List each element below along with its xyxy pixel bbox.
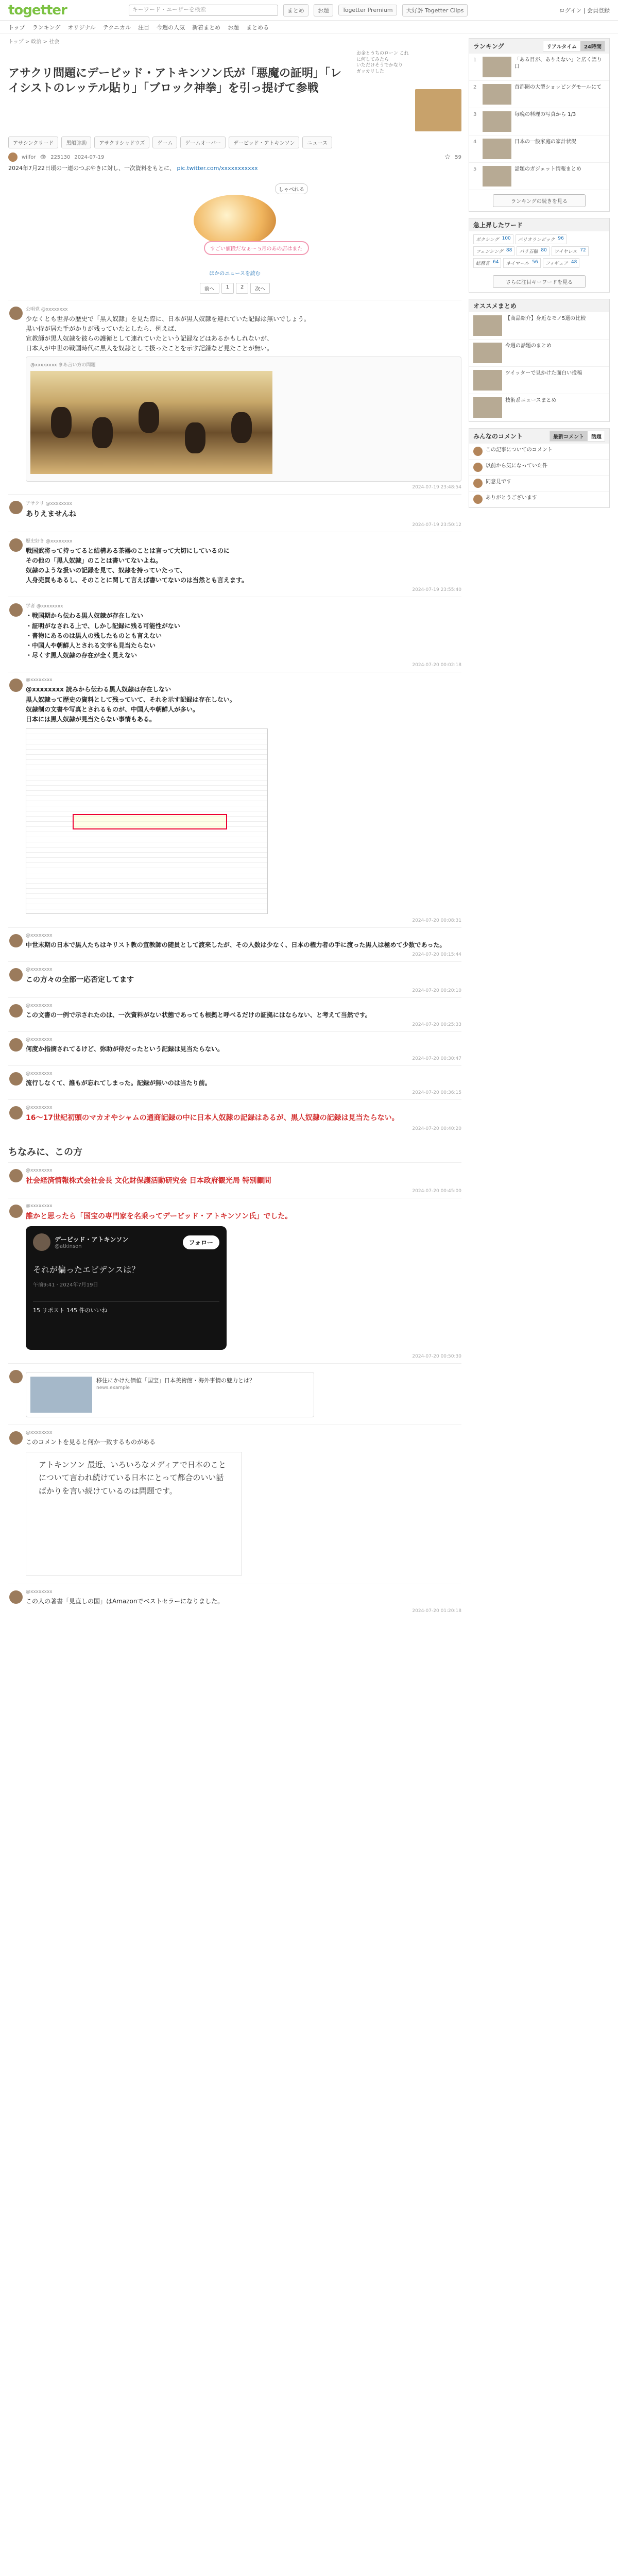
avatar[interactable] xyxy=(9,603,23,617)
post-body: 何度か指摘されてるけど、弥助が侍だったという記録は見当たらない。 xyxy=(26,1045,224,1053)
speak-button[interactable]: しゃべれる xyxy=(275,183,308,194)
tab-latest-comments[interactable]: 最新コメント xyxy=(550,431,588,442)
list-item xyxy=(8,1425,461,1583)
avatar[interactable] xyxy=(9,1072,23,1086)
hero-caption[interactable]: ほかのニュースを読む xyxy=(209,270,261,277)
pager xyxy=(8,283,461,294)
fav-count: 59 xyxy=(455,154,461,160)
list-item xyxy=(8,532,461,597)
pager-page[interactable]: 1 xyxy=(221,283,234,294)
tag[interactable]: アサシンクリード xyxy=(8,137,58,148)
post-author[interactable]: @xxxxxxxx xyxy=(26,1589,53,1595)
post-body: 流行しなくて、誰もが忘れてしまった。記録が無いのは当たり前。 xyxy=(26,1079,211,1087)
list-item xyxy=(8,961,461,997)
avatar[interactable] xyxy=(9,1004,23,1018)
trend-word[interactable]: ボクシング 100 xyxy=(473,234,513,244)
tweet-author[interactable]: デービッド・アトキンソン xyxy=(55,1236,129,1244)
nav-technical[interactable]: テクニカル xyxy=(102,24,131,31)
article-meta xyxy=(8,152,461,162)
comment-item[interactable]: ありがとうございます xyxy=(469,492,609,507)
link-card[interactable] xyxy=(26,1372,314,1417)
words-title: 急上昇したワード xyxy=(473,222,523,229)
trend-word[interactable]: フェンシング 88 xyxy=(473,246,514,256)
eye-icon: 👁 xyxy=(40,154,47,160)
tag[interactable]: ニュース xyxy=(302,137,332,148)
highlight-box xyxy=(73,814,227,829)
post-author[interactable]: @xxxxxxxx xyxy=(26,1071,53,1077)
recommended-item[interactable]: 【商品紹介】身近なモノ5選の比較 xyxy=(469,312,609,340)
post-body: 16〜17世紀初頭のマカオやシャムの通商記録の中に日本人奴隷の記録はあるが、黒人奴隷の記録は見当たらない。 xyxy=(26,1114,399,1123)
post-time[interactable]: 2024-07-19 23:48:54 xyxy=(412,485,461,490)
ranking-item[interactable]: 5 話題のガジェット情報まとめ xyxy=(469,163,609,190)
avatar[interactable] xyxy=(9,679,23,692)
trend-word[interactable]: ネイマール 56 xyxy=(503,258,540,268)
ranking-title: ランキング xyxy=(473,43,504,50)
tag[interactable]: アサクリシャドウズ xyxy=(94,137,149,148)
card-title: 移住にかけた価値「国宝」日本美術館・海外事情の魅力とは？ xyxy=(96,1377,255,1384)
odai-button[interactable]: お題 xyxy=(314,4,333,16)
sidebar xyxy=(469,34,610,1618)
quoted-post[interactable] xyxy=(26,357,461,482)
list-item xyxy=(8,1031,461,1065)
follow-button[interactable]: フォロー xyxy=(183,1235,219,1249)
promo-text[interactable]: お金とうちのローン これに何してみたら いただけそうでかなり ガッカリした xyxy=(356,51,409,75)
avatar[interactable] xyxy=(9,1431,23,1445)
avatar[interactable] xyxy=(9,1590,23,1604)
hero-image[interactable] xyxy=(158,179,312,267)
recommended-title: オススメまとめ xyxy=(473,302,517,310)
tab-topic-comments[interactable]: 話題 xyxy=(588,431,605,442)
pager-page[interactable]: 2 xyxy=(236,283,248,294)
star-icon[interactable]: ☆ xyxy=(444,153,451,161)
list-item xyxy=(8,1363,461,1425)
tab-realtime[interactable]: リアルタイム xyxy=(543,41,580,52)
post-body: 誰かと思ったら「国宝の専門家を名乗ってデービッド・アトキンソン氏」でした。 xyxy=(26,1212,293,1221)
list-item xyxy=(8,1065,461,1099)
avatar[interactable] xyxy=(9,538,23,552)
post-author[interactable]: @xxxxxxxx xyxy=(26,1204,53,1209)
post-author[interactable]: @xxxxxxxx xyxy=(26,1003,53,1008)
post-author[interactable]: @xxxxxxxx xyxy=(26,933,53,939)
avatar[interactable] xyxy=(9,1038,23,1052)
breadcrumb[interactable]: トップ > 政治 > 社会 xyxy=(8,39,60,45)
tweet-time[interactable]: 午前9:41 · 2024年7月19日 xyxy=(33,1282,98,1289)
tag-list xyxy=(8,137,461,148)
search-input[interactable]: キーワード・ユーザーを検索 xyxy=(129,5,278,16)
post-author[interactable]: @xxxxxxxx xyxy=(26,967,53,973)
post-body: 中世末期の日本で黒人たちはキリスト教の宣教師の随員として渡来したが、その人数は少なく、日本の権力者の手に渡った黒人は極めて少数であった。 xyxy=(26,941,446,949)
list-item xyxy=(8,672,461,927)
avatar[interactable] xyxy=(9,968,23,981)
list-item xyxy=(8,1099,461,1135)
list-item xyxy=(8,1198,461,1363)
post-body: この方々の全部一応否定してます xyxy=(26,976,134,985)
trend-word[interactable]: フィギュア 48 xyxy=(543,258,580,268)
avatar[interactable] xyxy=(8,152,18,162)
quote-image[interactable]: アトキンソン 最近、いろいろなメディアで日本のことについて言われ続けている日本にとって都合のいい話ばかりを言い続けているのは問題です。 xyxy=(26,1452,242,1575)
post-time[interactable]: 2024-07-20 00:36:15 xyxy=(412,1090,461,1096)
list-item xyxy=(8,1162,461,1198)
post-author[interactable]: @xxxxxxxx xyxy=(26,1167,53,1173)
post-time[interactable]: 2024-07-19 23:50:12 xyxy=(412,522,461,528)
nav-weekly[interactable]: 今週の人気 xyxy=(157,24,185,31)
post-time[interactable]: 2024-07-19 23:55:40 xyxy=(412,587,461,593)
post-time[interactable]: 2024-07-20 00:50:30 xyxy=(412,1354,461,1360)
section-heading: ちなみに、この方 xyxy=(8,1146,82,1158)
ranking-more-button[interactable]: ランキングの続きを見る xyxy=(493,194,586,207)
words-more-button[interactable]: さらに注目キーワードを見る xyxy=(493,275,586,288)
trending-words-box xyxy=(469,218,610,293)
header xyxy=(0,0,618,21)
recommended-box xyxy=(469,299,610,422)
trend-word[interactable]: パリ五輪 80 xyxy=(517,246,549,256)
tweet-handle[interactable]: @atkinson xyxy=(55,1244,82,1250)
post-author[interactable]: 学者 @xxxxxxxx xyxy=(26,604,63,609)
tweet-body: それが偏ったエビデンスは？ xyxy=(33,1265,140,1275)
recommended-item[interactable]: 技術系ニュースまとめ xyxy=(469,394,609,421)
post-body: 少なくとも世界の歴史で「黒人奴隷」を見た際に、日本が黒人奴隷を連れていた記録は無いでしょう。 黒い侍が居た手がかりが残っていたとしたら、例えば、 宣教師が黒人奴隷を彼らの護衛として連れていたという記録などはあるかもしれないが、 日本人が中世の戦国時代に黒人を奴隷として扱ったことを示す記録など見たことが無い。 xyxy=(26,315,311,352)
card-thumbnail xyxy=(30,1377,92,1413)
post-body: 社会経済情報株式会社会長 文化財保護活動研究会 日本政府観光局 特別顧問 xyxy=(26,1176,271,1185)
comment-item[interactable]: 同意見です xyxy=(469,476,609,492)
post-time[interactable]: 2024-07-20 00:15:44 xyxy=(412,952,461,958)
intro-text: 2024年7月22日頃の一連のつぶやきに対し、一次資料をもとに、 pic.twitter.com/xxxxxxxxxxx xyxy=(8,165,258,172)
page-title: アサクリ問題にデービッド・アトキンソン氏が「悪魔の証明」「レイシストのレッテル貼り」「ブロック神拳」を引っ提げて参戦 xyxy=(8,67,342,95)
post-body: この人の著書「見直しの国」はAmazonでベストセラーになりました。 xyxy=(26,1597,224,1605)
ranking-item[interactable]: 2 首都圏の大型ショッピングモールにて xyxy=(469,81,609,108)
post-time[interactable]: 2024-07-20 00:40:20 xyxy=(412,1126,461,1131)
recommended-item[interactable]: ツイッターで見かけた面白い投稿 xyxy=(469,367,609,394)
intro-link[interactable]: pic.twitter.com/xxxxxxxxxxx xyxy=(177,165,258,172)
comments-box xyxy=(469,428,610,508)
comment-item[interactable]: 以前から気になっていた件 xyxy=(469,460,609,476)
search-button[interactable]: まとめ xyxy=(283,4,308,16)
trend-word[interactable]: パリオリンピック 96 xyxy=(516,234,566,244)
avatar[interactable] xyxy=(9,1205,23,1218)
nav-original[interactable]: オリジナル xyxy=(67,24,96,31)
list-item xyxy=(8,597,461,672)
speech-bubble: すごい値段だなぁ～ 5月のあの店はまた xyxy=(204,241,309,255)
ranking-box xyxy=(469,38,610,212)
trend-word[interactable]: ワイヤレス 72 xyxy=(552,246,589,256)
view-count: 225130 xyxy=(50,154,71,160)
post-time[interactable]: 2024-07-20 01:20:18 xyxy=(412,1608,461,1614)
avatar[interactable] xyxy=(9,501,23,514)
nav-top[interactable]: トップ xyxy=(8,24,25,31)
list-item xyxy=(8,494,461,531)
list-item xyxy=(8,1584,461,1618)
logo[interactable]: togetter xyxy=(8,2,67,18)
avatar[interactable] xyxy=(9,307,23,320)
quote-author[interactable]: @xxxxxxxx まあ言い方の問題 xyxy=(30,363,96,368)
post-body: ありえませんね xyxy=(26,510,76,519)
post-author[interactable]: アサクリ @xxxxxxxx xyxy=(26,501,73,507)
post-time[interactable]: 2024-07-20 00:08:31 xyxy=(412,918,461,924)
tag[interactable]: ゲームオーバー xyxy=(180,137,226,148)
tag[interactable]: 黒船弥助 xyxy=(61,137,91,148)
nav-ranking[interactable]: ランキング xyxy=(32,24,61,31)
food-image xyxy=(194,195,276,246)
post-body: 戦国武将って持ってると結構ある茶器のことは言って大切にしているのに その他の「黒人奴隷」のことは書いてないよね。 奴隷のような扱いの記録を見て、奴隷を持っていたって、 人身売買もあるし、そのことに関して言えば書いてないのは当然とも言えます。 xyxy=(26,547,248,584)
premium-button[interactable]: Togetter Premium xyxy=(338,5,397,15)
nav-create[interactable]: まとめる xyxy=(246,24,269,31)
post-body: ・戦国期から伝わる黒人奴隷が存在しない ・証明がなされる上で、しかし記録に残る可能性がない ・書物にあるのは黒人の残したものとも言えない ・中国人や朝鮮人とされる文字も見当たらない ・尽くす黒人奴隷の存在が全く見えない xyxy=(26,612,180,659)
post-time[interactable]: 2024-07-20 00:20:10 xyxy=(412,988,461,993)
avatar[interactable] xyxy=(9,1169,23,1182)
avatar[interactable] xyxy=(33,1233,50,1251)
list-item xyxy=(8,997,461,1031)
post-body: この文書の一例で示されたのは、一次資料がない状態であっても根拠と呼べるだけの証拠にはならない、と考えて当然です。 xyxy=(26,1011,371,1019)
post-author[interactable]: @xxxxxxxx xyxy=(26,1037,53,1042)
tab-24h[interactable]: 24時間 xyxy=(580,41,605,52)
app-button[interactable]: 大好評 Togetter Clips xyxy=(402,4,468,16)
nav-new[interactable]: 新着まとめ xyxy=(192,24,221,31)
post-time[interactable]: 2024-07-20 00:25:33 xyxy=(412,1022,461,1027)
card-source: news.example xyxy=(96,1385,130,1391)
tag[interactable]: ゲーム xyxy=(152,137,177,148)
ranking-item[interactable]: 3 毎晩の料理の写真から 1/3 xyxy=(469,108,609,135)
post-body: このコメントを見ると何か一致するものがある xyxy=(26,1438,156,1446)
avatar[interactable] xyxy=(9,934,23,947)
nav-featured[interactable]: 注目 xyxy=(138,24,150,31)
post-time[interactable]: 2024-07-20 00:30:47 xyxy=(412,1056,461,1062)
post-author[interactable]: @xxxxxxxx xyxy=(26,1430,53,1436)
post-author[interactable]: 公明党 @xxxxxxxx xyxy=(26,307,68,312)
tweet-stats: 15 リポスト 145 件のいいね xyxy=(33,1301,219,1314)
pager-prev[interactable]: 前へ xyxy=(200,283,219,294)
post-date: 2024-07-19 xyxy=(74,154,105,160)
post-time[interactable]: 2024-07-20 00:02:18 xyxy=(412,663,461,668)
author-name[interactable]: wilfor xyxy=(22,154,36,160)
trend-word[interactable]: 総務省 64 xyxy=(473,258,501,268)
list-item xyxy=(8,927,461,961)
comment-item[interactable]: この記事についてのコメント xyxy=(469,444,609,460)
painting-image[interactable] xyxy=(30,371,272,474)
login-link[interactable]: ログイン | 会員登録 xyxy=(559,7,610,14)
embedded-tweet[interactable] xyxy=(26,1226,227,1350)
post-author[interactable]: @xxxxxxxx xyxy=(26,1105,53,1111)
nav-odai[interactable]: お題 xyxy=(228,24,239,31)
post-author[interactable]: 歴史好き @xxxxxxxx xyxy=(26,538,73,544)
recommended-item[interactable]: 今週の話題のまとめ xyxy=(469,340,609,367)
pager-next[interactable]: 次へ xyxy=(250,283,270,294)
post-author[interactable]: @xxxxxxxx xyxy=(26,677,53,683)
main-column xyxy=(8,34,461,1618)
tag[interactable]: デービッド・アトキンソン xyxy=(229,137,300,148)
avatar[interactable] xyxy=(9,1370,23,1383)
main-nav xyxy=(0,21,618,34)
post-time[interactable]: 2024-07-20 00:45:00 xyxy=(412,1189,461,1194)
document-image[interactable] xyxy=(26,728,268,914)
promo-image[interactable] xyxy=(415,89,461,131)
ranking-item[interactable]: 1 「ある目が、ありえない」と広く語り口 xyxy=(469,54,609,81)
avatar[interactable] xyxy=(9,1106,23,1120)
post-body: @xxxxxxxx 読みから伝わる黒人奴隷は存在しない 黒人奴隷って歴史の資料として残っていて、それを示す記録は存在しない。 奴隷制の文書や写真とされるものが、中国人や朝鮮人が多い。 日本には黒人奴隷が見当たらない事情もある。 xyxy=(26,686,236,723)
ranking-item[interactable]: 4 日本の一般家庭の家計状況 xyxy=(469,135,609,163)
comments-title: みんなのコメント xyxy=(473,433,523,440)
list-item xyxy=(8,300,461,495)
